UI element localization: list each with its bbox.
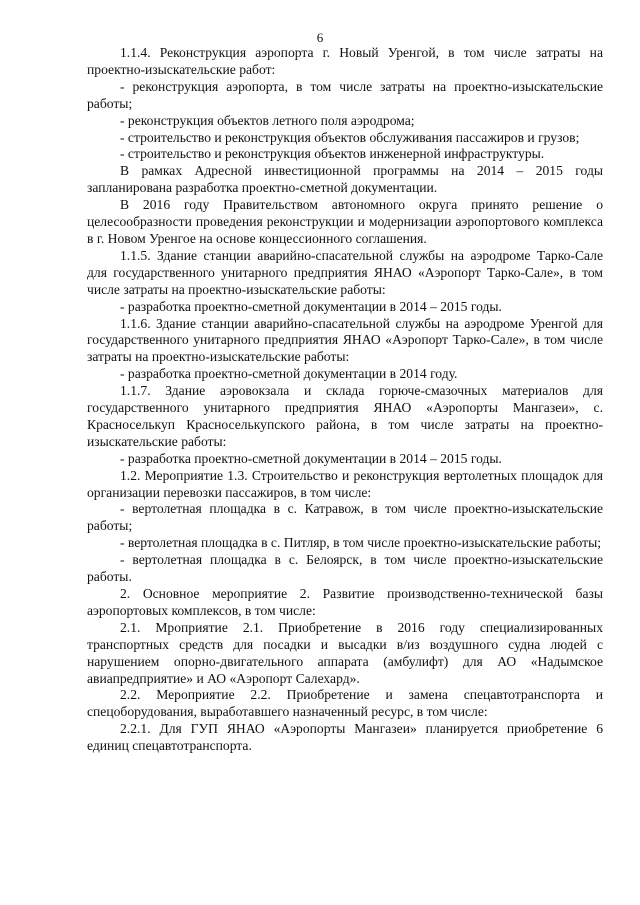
paragraph: 1.2. Мероприятие 1.3. Строительство и реконструкция вертолетных площадок для организации перевозки пассажиров, в том числе: xyxy=(87,467,603,500)
paragraph: - вертолетная площадка в с. Белоярск, в том числе проектно-изыскательские работы. xyxy=(87,552,603,585)
paragraph: 1.1.6. Здание станции аварийно-спасательной службы на аэродроме Уренгой для государственного унитарного предприятия ЯНАО «Аэропорт Тарко-Сале», в том числе затраты на проектно-изыскательские работы: xyxy=(87,315,603,365)
paragraph: - разработка проектно-сметной документации в 2014 – 2015 годы. xyxy=(120,450,502,466)
paragraph: В рамках Адресной инвестиционной программы на 2014 – 2015 годы запланирована разработка проектно-сметной документации. xyxy=(87,163,603,196)
paragraph: 2. Основное мероприятие 2. Развитие производственно-технической базы аэропортовых комплексов, в том числе: xyxy=(87,586,603,618)
paragraph: 1.1.7. Здание аэровокзала и склада горюче-смазочных материалов для государственного унитарного предприятия ЯНАО «Аэропорты Мангазеи», с. Красноселькуп Красноселькупского района, в том числе затраты на проектно-изыскательские работы: xyxy=(87,383,603,449)
paragraph: В 2016 году Правительством автономного округа принято решение о целесообразности проведения реконструкции и модернизации аэропортового комплекса в г. Новом Уренгое на основе концессионного соглашения. xyxy=(87,197,603,246)
paragraph: - вертолетная площадка в с. Питляр, в том числе проектно-изыскательские работы; xyxy=(120,535,602,551)
paragraph: - строительство и реконструкция объектов обслуживания пассажиров и грузов; xyxy=(120,129,580,145)
paragraph: - вертолетная площадка в с. Катравож, в том числе проектно-изыскательские работы; xyxy=(87,501,603,534)
paragraph: 2.2. Мероприятие 2.2. Приобретение и замена спецавтотранспорта и спецоборудования, выработавшего назначенный ресурс, в том числе: xyxy=(87,687,603,720)
paragraph: - реконструкция аэропорта, в том числе затраты на проектно-изыскательские работы; xyxy=(87,78,603,111)
paragraph: 2.1. Мроприятие 2.1. Приобретение в 2016 году специализированных транспортных средств для посадки и высадки в/из воздушного судна людей с нарушением опорно-двигательного аппарата (амбулифт) для АО «Надымское авиапредприятие» и АО «Аэропорт Салехард». xyxy=(87,619,603,686)
paragraph: - реконструкция объектов летного поля аэродрома; xyxy=(120,112,415,128)
paragraph: - строительство и реконструкция объектов инженерной инфраструктуры. xyxy=(120,146,545,162)
page-number: 6 xyxy=(316,30,324,45)
paragraph: 1.1.5. Здание станции аварийно-спасательной службы на аэродроме Тарко-Сале для государственного унитарного предприятия ЯНАО «Аэропорт Тарко-Сале», в том числе затраты на проектно-изыскательские работы: xyxy=(87,247,603,297)
paragraph: - разработка проектно-сметной документации в 2014 – 2015 годы. xyxy=(120,298,502,314)
document-body xyxy=(87,45,603,755)
paragraph: 2.2.1. Для ГУП ЯНАО «Аэропорты Мангазеи» планируется приобретение 6 единиц спецавтотранспорта. xyxy=(87,721,603,754)
paragraph: - разработка проектно-сметной документации в 2014 году. xyxy=(120,366,458,382)
paragraph: 1.1.4. Реконструкция аэропорта г. Новый Уренгой, в том числе затраты на проектно-изыскательские работ: xyxy=(87,45,603,77)
